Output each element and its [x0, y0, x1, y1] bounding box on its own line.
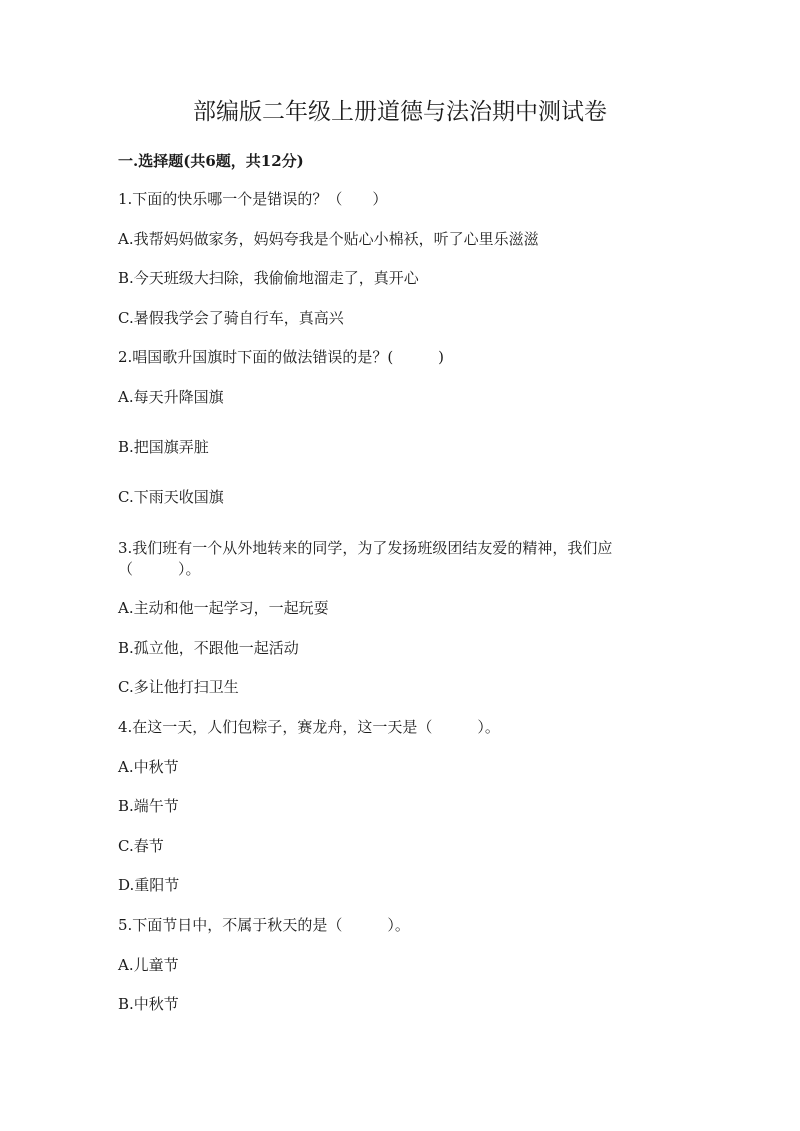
question-4-option-d: D.重阳节: [118, 876, 180, 894]
question-3-option-b: B.孤立他，不跟他一起活动: [118, 639, 299, 657]
question-4-option-b: B.端午节: [118, 797, 179, 815]
section-heading: 一.选择题(共6题，共12分): [118, 152, 304, 170]
question-4-stem: 4.在这一天，人们包粽子，赛龙舟，这一天是（ ）。: [118, 718, 500, 736]
question-5-option-b: B.中秋节: [118, 995, 179, 1013]
question-2-option-a: A.每天升降国旗: [118, 388, 224, 406]
question-3-stem: 3.我们班有一个从外地转来的同学，为了发扬班级团结友爱的精神，我们应: [118, 539, 613, 557]
question-4-option-c: C.春节: [118, 837, 164, 855]
question-3-stem-continued: （ ）。: [118, 560, 201, 578]
question-1-stem: 1.下面的快乐哪一个是错误的？（ ）: [118, 190, 388, 208]
question-5-stem: 5.下面节日中，不属于秋天的是（ ）。: [118, 916, 410, 934]
question-2-stem: 2.唱国歌升国旗时下面的做法错误的是？( ): [118, 348, 445, 366]
question-1-option-b: B.今天班级大扫除，我偷偷地溜走了，真开心: [118, 269, 419, 287]
question-5-option-a: A.儿童节: [118, 956, 179, 974]
page-title: 部编版二年级上册道德与法治期中测试卷: [193, 99, 607, 125]
question-1-option-c: C.暑假我学会了骑自行车，真高兴: [118, 309, 344, 327]
question-3-option-a: A.主动和他一起学习，一起玩耍: [118, 599, 329, 617]
question-1-option-a: A.我帮妈妈做家务，妈妈夸我是个贴心小棉袄，听了心里乐滋滋: [118, 230, 539, 248]
question-3-option-c: C.多让他打扫卫生: [118, 678, 239, 696]
question-4-option-a: A.中秋节: [118, 758, 179, 776]
question-2-option-c: C.下雨天收国旗: [118, 488, 224, 506]
question-2-option-b: B.把国旗弄脏: [118, 438, 209, 456]
